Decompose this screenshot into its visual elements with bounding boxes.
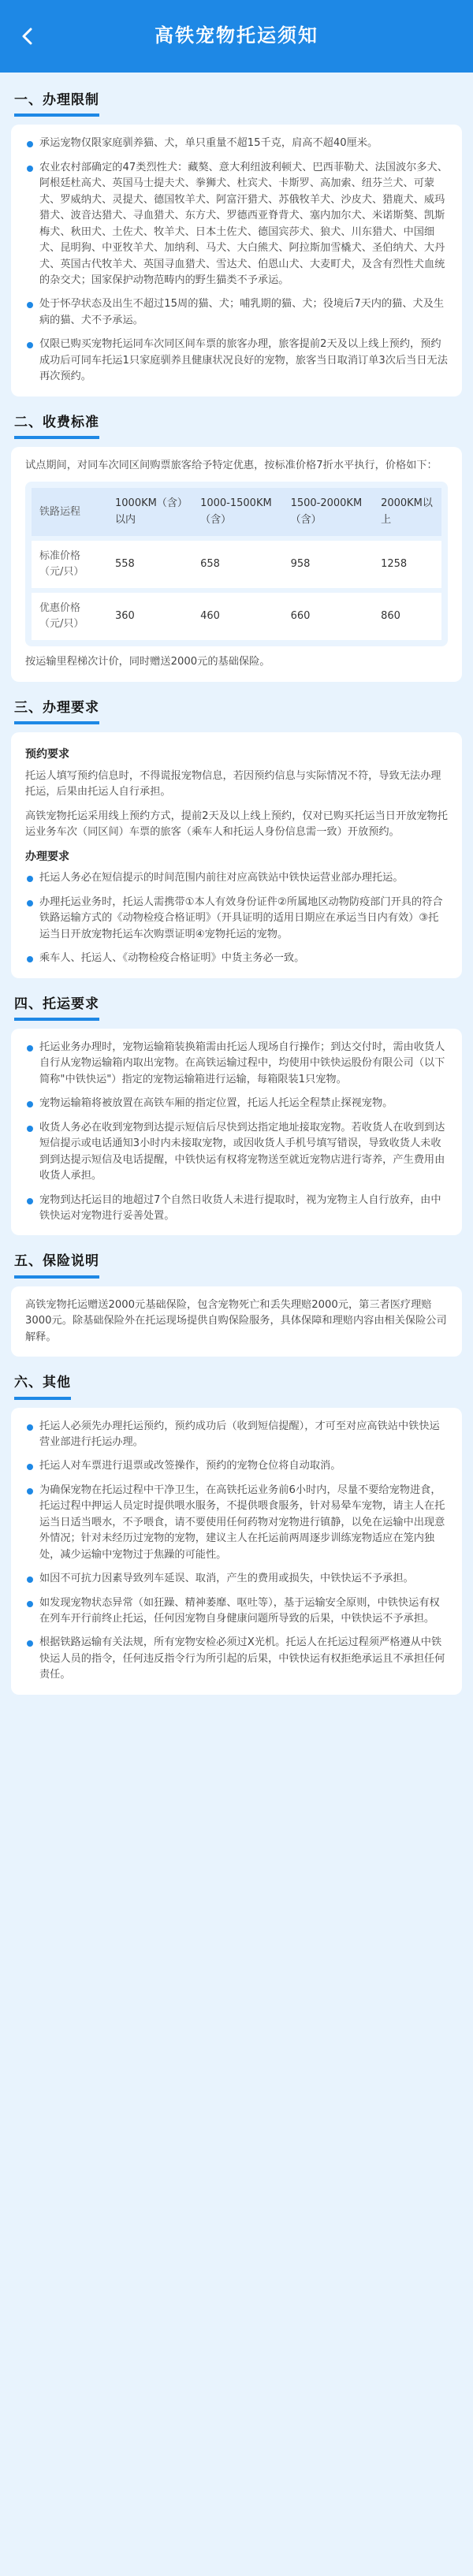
- subheading-handling: 办理要求: [25, 850, 69, 863]
- table-cell: 558: [107, 536, 192, 588]
- table-row: [32, 588, 441, 640]
- insurance-text: 高铁宠物托运赠送2000元基础保险，包含宠物死亡和丢失理赔2000元，第三者医疗理赔3000元。除基础保险外在托运现场提供自购保险服务，具体保障和理赔内容由相关保险公司解释。: [25, 1298, 447, 1343]
- list-item: 托运业务办理时，宠物运输箱装换箱需由托运人现场自行操作；到达交付时，需由收货人自行从宠物运输箱内取出宠物。在高铁运输过程中，均使用中铁快运股份有限公司（以下简称"中铁快运"）指定的宠物运输箱进行运输，每箱限装1只宠物。: [25, 1040, 448, 1088]
- list-item: 乘车人、托运人、《动物检疫合格证明》中货主务必一致。: [25, 951, 448, 966]
- row-label: 标准价格（元/只）: [32, 536, 107, 588]
- section-insurance: [11, 1248, 462, 1357]
- section-fees: [11, 409, 462, 682]
- paragraph: 高铁宠物托运采用线上预约方式，提前2天及以上线上预约，仅对已购买托运当日开放宠物托运业务车次（同区间）车票的旅客（乘车人和托运人身份信息需一致）开放预约。: [25, 810, 448, 839]
- table-cell: 460: [192, 588, 282, 640]
- section-card: [11, 732, 462, 977]
- section-restrictions: [11, 87, 462, 396]
- list-item: 收货人务必在收到宠物到达提示短信后尽快到达指定地址接取宠物。若收货人在收到到达短信提示或电话通知3小时内未接取宠物，或因收货人手机号填写错误，导致收货人未收到到达提示短信及电话提醒，中铁快运有权将宠物送至就近宠物店进行寄养，产生费用由收货人承担。: [25, 1120, 448, 1185]
- section-title: 五、保险说明: [14, 1251, 99, 1278]
- chevron-left-icon: [21, 28, 34, 45]
- list-item: 处于怀孕状态及出生不超过15周的猫、犬；哺乳期的猫、犬；役境后7天内的猫、犬及生病的猫、犬不予承运。: [25, 296, 448, 329]
- table-cell: 360: [107, 588, 192, 640]
- list-item: 根据铁路运输有关法规，所有宠物安检必须过X光机。托运人在托运过程须严格遵从中铁快运人员的指令，任何违反指令行为所引起的后果，中铁快运有权拒绝承运且不承担任何责任。: [25, 1635, 448, 1683]
- column-header: 1000-1500KM（含）: [192, 488, 282, 535]
- list-item: 农业农村部确定的47类烈性犬：藏獒、意大利纽波利顿犬、巴西菲勒犬、法国波尔多犬、阿根廷杜高犬、英国马士提夫犬、拳狮犬、杜宾犬、卡斯罗、高加索、纽芬兰犬、可蒙犬、罗威纳犬、灵提犬、德国牧羊犬、阿富汗猎犬、苏俄牧羊犬、沙皮犬、猎鹿犬、威玛猎犬、波音达猎犬、寻血猎犬、东方犬、罗德西亚脊背犬、塞内加尔犬、米诺斯獒、凯斯梅犬、秋田犬、土佐犬、牧羊犬、日本土佐犬、德国宾莎犬、狼犬、川东猎犬、中国细犬、昆明狗、中亚牧羊犬、加纳利、马犬、大白熊犬、阿拉斯加雪橇犬、圣伯纳犬、大丹犬、英国古代牧羊犬、英国寻血猎犬、雪达犬、伯恩山犬、大麦町犬，及含有烈性犬血统的杂交犬；国家保护动物范畴内的野生猫类不予承运。: [25, 160, 448, 289]
- list-item: 承运宠物仅限家庭驯养猫、犬，单只重量不超15千克，肩高不超40厘米。: [25, 136, 448, 151]
- section-shipping: [11, 991, 462, 1236]
- section-other: [11, 1369, 462, 1695]
- column-header: 1000KM（含）以内: [107, 488, 192, 535]
- section-title: 六、其他: [14, 1372, 71, 1399]
- table-row: [32, 536, 441, 588]
- page-title: 高铁宠物托运须知: [155, 24, 318, 47]
- fee-table-wrapper: [25, 482, 448, 646]
- table-cell: 1258: [373, 536, 441, 588]
- table-corner: 铁路运程: [32, 488, 107, 535]
- table-header-row: [32, 488, 441, 535]
- column-header: 2000KM以上: [373, 488, 441, 535]
- section-card: [11, 1029, 462, 1236]
- fee-note: 按运输里程梯次计价，同时赠送2000元的基础保险。: [25, 656, 270, 668]
- section-requirements: [11, 694, 462, 978]
- app-header: [0, 0, 473, 73]
- list-item: 如因不可抗力因素导致列车延误、取消，产生的费用或损失，中铁快运不予承担。: [25, 1571, 448, 1587]
- main-content: [0, 73, 473, 1695]
- list-item: 托运人对车票进行退票或改签操作，预约的宠物仓位将自动取消。: [25, 1458, 448, 1474]
- section-card: [11, 125, 462, 396]
- subheading-reservation: 预约要求: [25, 748, 69, 761]
- table-cell: 660: [283, 588, 373, 640]
- list-item: 托运人必须先办理托运预约，预约成功后（收到短信提醒），才可至对应高铁站中铁快运营业部进行托运办理。: [25, 1419, 448, 1451]
- list-item: 托运人务必在短信提示的时间范围内前往对应高铁站中铁快运营业部办理托运。: [25, 870, 448, 886]
- table-cell: 958: [283, 536, 373, 588]
- fee-table: [32, 488, 441, 640]
- section-title: 四、托运要求: [14, 994, 99, 1021]
- section-title: 一、办理限制: [14, 90, 99, 117]
- list-item: 宠物到达托运目的地超过7个自然日收货人未进行提取时，视为宠物主人自行放弃，由中铁快运对宠物进行妥善处置。: [25, 1193, 448, 1225]
- list-item: 办理托运业务时，托运人需携带①本人有效身份证件②所属地区动物防疫部门开具的符合铁路运输方式的《动物检疫合格证明》（开具证明的适用日期应在承运当日内有效）③托运当日开放宠物托运车次购票证明④宠物托运的宠物。: [25, 895, 448, 943]
- paragraph: 托运人填写预约信息时，不得谎报宠物信息，若因预约信息与实际情况不符，导致无法办理托运，后果由托运人自行承担。: [25, 769, 441, 798]
- fee-intro: 试点期间，对同车次同区间购票旅客给予特定优惠，按标准价格7折水平执行，价格如下：: [25, 460, 438, 472]
- list-item: 如发现宠物状态异常（如狂躁、精神萎靡、呕吐等），基于运输安全原则，中铁快运有权在列车开行前终止托运，任何因宠物自身健康问题所导致的后果，中铁快运不予承担。: [25, 1595, 448, 1628]
- list-item: 宠物运输箱将被放置在高铁车厢的指定位置，托运人托运全程禁止探视宠物。: [25, 1096, 448, 1111]
- section-card: [11, 1286, 462, 1357]
- back-button[interactable]: [19, 28, 36, 45]
- table-cell: 658: [192, 536, 282, 588]
- section-card: [11, 447, 462, 682]
- section-title: 三、办理要求: [14, 698, 99, 724]
- list-item: 仅限已购买宠物托运同车次同区间车票的旅客办理，旅客提前2天及以上线上预约，预约成功后可同车托运1只家庭驯养且健康状况良好的宠物，旅客当日取消订单3次后当日无法再次预约。: [25, 337, 448, 385]
- column-header: 1500-2000KM（含）: [283, 488, 373, 535]
- list-item: 为确保宠物在托运过程中干净卫生，在高铁托运业务前6小时内，尽量不要给宠物进食，托运过程中押运人员定时提供喂水服务，不提供喂食服务，针对易晕车宠物，请主人在托运当日适当喂水，不予喂食，请不要使用任何药物对宠物进行镇静，以免在运输中出现意外情况；针对未经历过宠物的宠物，建议主人在托运前两周逐步训练宠物适应在笼内独处，减少运输中宠物过于焦躁的可能性。: [25, 1483, 448, 1563]
- section-card: [11, 1408, 462, 1695]
- section-title: 二、收费标准: [14, 412, 99, 439]
- row-label: 优惠价格（元/只）: [32, 588, 107, 640]
- table-cell: 860: [373, 588, 441, 640]
